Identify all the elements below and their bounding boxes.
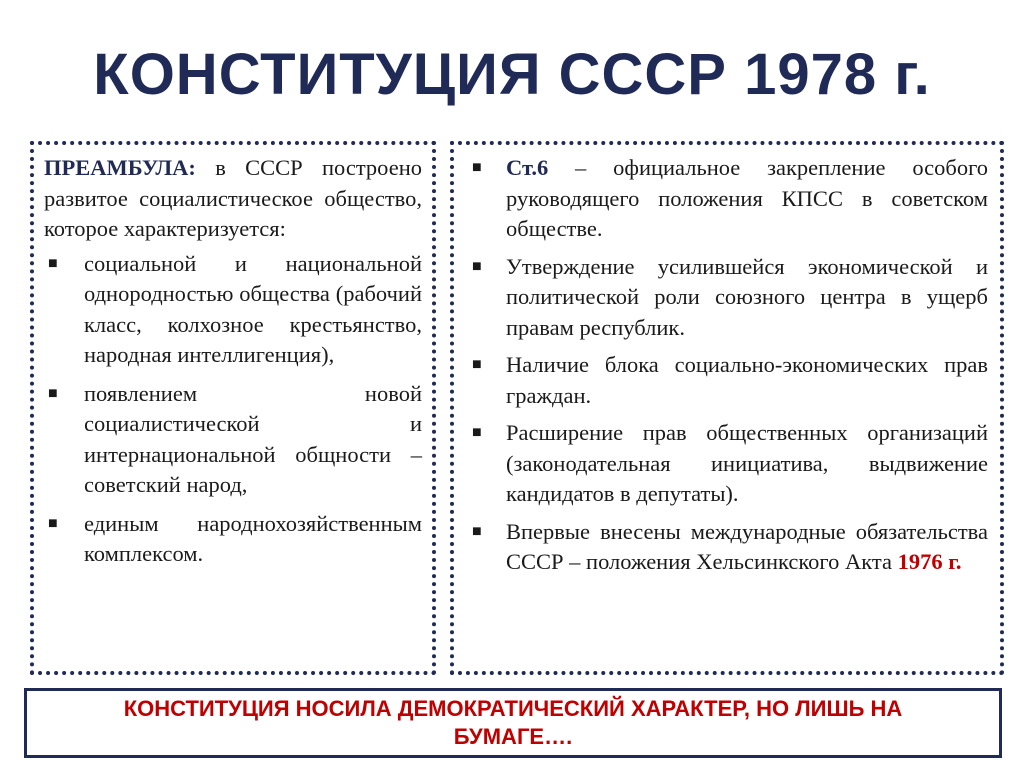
preamble-text: в СССР построено развитое социалистическое общество, которое характеризуется: [44,155,422,241]
preamble-intro [44,153,422,245]
features-box [450,141,1004,675]
square-bullet-icon: ■ [472,424,482,441]
list-item: ■ единым народнохозяйственным комплексом. [48,510,422,566]
square-bullet-icon: ■ [472,356,482,373]
page-title: КОНСТИТУЦИЯ СССР 1978 г. [93,42,931,107]
square-bullet-icon: ■ [472,257,482,275]
preamble-label: ПРЕАМБУЛА: [44,155,196,180]
list-item: ■ Наличие блока социально-экономических прав граждан. [472,352,988,408]
features-list [468,153,988,578]
year-highlight: 1976 г. [897,549,962,574]
list-item: ■ Утверждение усилившейся экономической и политической роли союзного центра в ущерб правам республик. [472,253,988,340]
conclusion-banner [24,688,1002,758]
list-item: ■ Расширение прав общественных организаций (законодательная инициатива, выдвижение кандидатов в депутаты). [472,420,988,506]
square-bullet-icon: ■ [48,254,58,272]
conclusion-text: КОНСТИТУЦИЯ НОСИЛА ДЕМОКРАТИЧЕСКИЙ ХАРАКТЕР, НО ЛИШЬ НА БУМАГЕ…. [123,696,903,749]
square-bullet-icon: ■ [472,159,482,176]
list-item: ■ социальной и национальной однородностью общества (рабочий класс, колхозное крестьянство, народная интеллигенция), [48,250,422,367]
preamble-list [44,249,422,570]
list-item: ■ появлением новой социалистической и интернациональной общности – советский народ, [48,380,422,497]
square-bullet-icon: ■ [48,384,58,402]
list-item: ■ Впервые внесены международные обязательства СССР – положения Хельсинкского Акта 1976 г. [472,518,988,574]
preamble-box [30,141,436,675]
square-bullet-icon: ■ [48,514,58,532]
article-label: Ст.6 [506,155,549,180]
square-bullet-icon: ■ [472,522,482,540]
list-item: ■ Ст.6 – официальное закрепление особого руководящего положения КПСС в советском обществе. [472,155,988,241]
